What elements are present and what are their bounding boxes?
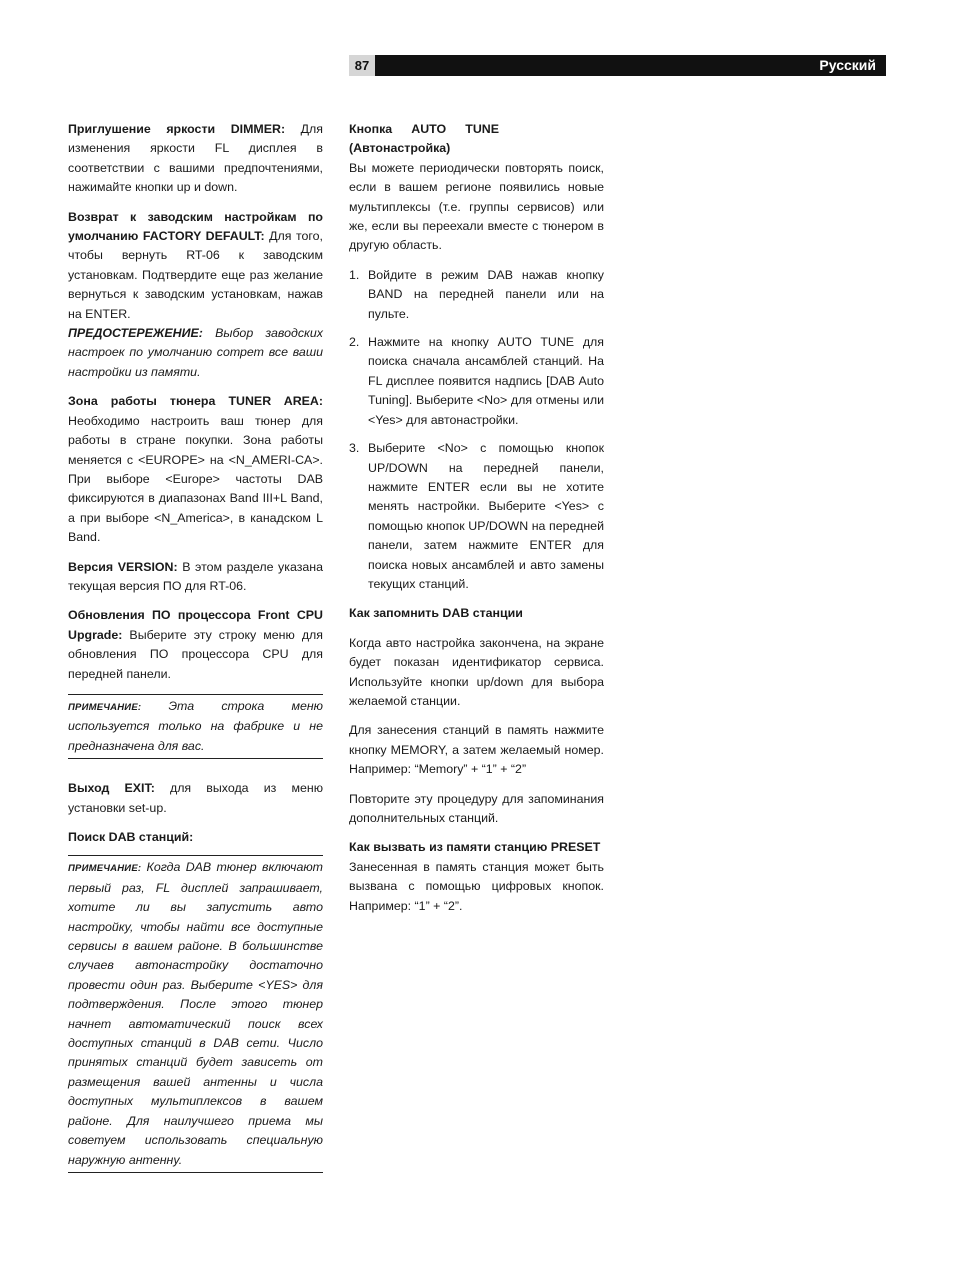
factory-label: Возврат к заводским настройкам по умолчанию FACTORY DEFAULT: bbox=[68, 209, 323, 244]
exit-label: Выход EXIT: bbox=[68, 781, 155, 796]
warning-label: ПРЕДОСТЕРЕЖЕНИЕ: bbox=[68, 326, 203, 341]
note-label: ПРИМЕЧАНИЕ: bbox=[68, 701, 142, 713]
autotune-intro: Вы можете периодически повторять поиск, если в вашем регионе появились новые мультиплексы (т.е. группы сервисов) или же, если вы переехали вместе с тюнером в другую область. bbox=[349, 160, 604, 253]
note-label: ПРИМЕЧАНИЕ: bbox=[68, 863, 142, 875]
store-heading: Как запомнить DAB станции bbox=[349, 606, 523, 621]
recall-heading: Как вызвать из памяти станцию PRESET bbox=[349, 840, 601, 855]
list-item: 1. Войдите в режим DAB нажав кнопку BAND на передней панели или на пульте. bbox=[349, 267, 604, 321]
cpu-paragraph bbox=[68, 606, 323, 684]
language-label: Русский bbox=[819, 57, 876, 73]
note-text: Эта строка меню используется только на фабрике и не предназначена для вас. bbox=[68, 698, 323, 753]
tuner-area-text: Необходимо настроить ваш тюнер для работы в стране покупки. Зона работы меняется с <EUROPE> на <N_AMERI-CA>. При выборе <Europe> частоты DAB фиксируются в диапазонах Band III+L Band, а при выборе <N_America>, в канадском L Band. bbox=[68, 413, 323, 545]
warning-text: Выбор заводских настроек по умолчанию сотрет все ваши настройки из памяти. bbox=[68, 326, 323, 379]
warning-paragraph bbox=[68, 324, 323, 382]
note-first-run bbox=[68, 855, 323, 1173]
cpu-text: Выберите эту строку меню для обновления ПО процессора CPU для передней панели. bbox=[68, 627, 323, 681]
version-text: В этом разделе указана текущая версия ПО для RT-06. bbox=[68, 559, 323, 593]
autotune-heading: Кнопка AUTO TUNE (Автонастройка) bbox=[349, 122, 499, 156]
left-column bbox=[68, 120, 323, 1183]
dab-search-heading: Поиск DAB станций: bbox=[68, 830, 194, 844]
factory-text: Для того, чтобы вернуть RT-06 к заводским установкам. Подтвердите еще раз желание вернуться к заводским установкам, нажав на ENTER. bbox=[68, 229, 323, 321]
store-p2: Для занесения станций в память нажмите кнопку MEMORY, а затем желаемый номер. Например: “Memory” + “1” + “2” bbox=[349, 723, 604, 777]
store-p3: Повторите эту процедуру для запоминания дополнительных станций. bbox=[349, 791, 604, 825]
version-paragraph bbox=[68, 558, 323, 597]
store-p1: Когда авто настройка закончена, на экране будет показан идентификатор сервиса. Используйте кнопки up/down для выбора желаемой станции. bbox=[349, 635, 604, 708]
note-text: Когда DAB тюнер включают первый раз, FL дисплей запрашивает, хотите ли вы запустить авто настройку, чтобы найти все доступные сервисы в вашем районе. В большинстве случаев автонастройку достаточно провести один раз. Выберите <YES> для подтверждения. После этого тюнер начнет автоматический поиск всех доступных станций в DAB сети. Число принятых станций будет зависеть от размещения вашей антенны и числа доступных мультиплексов в вашем районе. Для наилучшего приема мы советуем использовать специальную наружную антенну. bbox=[68, 860, 323, 1167]
right-column bbox=[349, 120, 604, 926]
dimmer-paragraph bbox=[68, 120, 323, 198]
autotune-steps bbox=[349, 266, 604, 595]
dimmer-text: Для изменения яркости FL дисплея в соответствии с вашими предпочтениями, нажимайте кнопки up и down. bbox=[68, 122, 323, 195]
page-number: 87 bbox=[349, 55, 375, 76]
dimmer-label: Приглушение яркости DIMMER: bbox=[68, 122, 286, 136]
tuner-area-label: Зона работы тюнера TUNER AREA: bbox=[68, 394, 323, 409]
tuner-area-paragraph bbox=[68, 392, 323, 547]
factory-paragraph bbox=[68, 208, 323, 324]
recall-text: Занесенная в память станция может быть вызвана с помощью цифровых кнопок. Например: “1” + “2”. bbox=[349, 859, 604, 913]
note-factory-only bbox=[68, 694, 323, 759]
exit-text: для выхода из меню установки set-up. bbox=[68, 781, 323, 815]
cpu-label: Обновления ПО процессора Front CPU Upgrade: bbox=[68, 608, 323, 642]
header-bar bbox=[349, 55, 886, 76]
version-label: Версия VERSION: bbox=[68, 559, 178, 574]
list-item: 2. Нажмите на кнопку AUTO TUNE для поиска сначала ансамблей станций. На FL дисплее появится надпись [DAB Auto Tuning]. Выберите <No> для отмены или <Yes> для автонастройки. bbox=[349, 335, 604, 427]
exit-paragraph bbox=[68, 779, 323, 818]
list-item: 3. Выберите <No> с помощью кнопок UP/DOWN на передней панели, нажмите ENTER если вы не хотите менять настройки. Выберите <Yes> с помощью кнопок UP/DOWN на передней панели, затем нажмите ENTER для поиска новых ансамблей и авто замены текущих станций. bbox=[349, 441, 604, 591]
